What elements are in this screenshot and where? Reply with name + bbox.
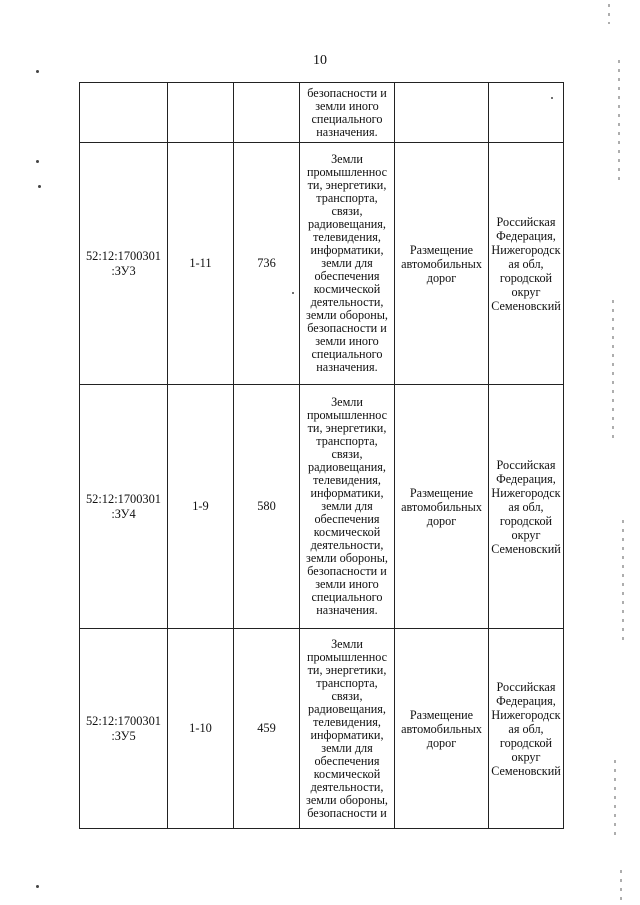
points-cell <box>168 385 234 629</box>
land-category-line: транспорта, <box>316 434 378 448</box>
cadastral-id-line: :ЗУ4 <box>111 506 136 521</box>
land-category-line: специального <box>311 111 383 126</box>
land-category-line: безопасности и <box>307 85 387 100</box>
land-category-line: информатики, <box>310 727 384 742</box>
permitted-use-line: автомобильных <box>401 499 482 514</box>
land-category-line: ти, энергетики, <box>307 662 387 677</box>
table-row <box>80 385 564 629</box>
land-category-line: Земли <box>331 152 363 166</box>
land-category-line: земли для <box>321 499 373 513</box>
land-category-line: безопасности и <box>307 564 387 578</box>
location-line: ая обл, <box>508 721 544 736</box>
location-line: Федерация, <box>496 693 556 708</box>
land-category-line: ти, энергетики, <box>307 421 387 435</box>
land-category-line: деятельности, <box>310 538 384 552</box>
land-category-line: деятельности, <box>310 295 384 309</box>
permitted-use-cell <box>395 385 489 629</box>
location-line: Семеновский <box>491 298 561 313</box>
land-category-line: назначения. <box>316 360 378 374</box>
cadastral-id-line: 52:12:1700301 <box>85 248 162 263</box>
permitted-use-line: Размещение <box>409 242 474 257</box>
location-cell <box>489 83 564 143</box>
location-line: городской <box>499 513 553 528</box>
cadastral-id-line: :ЗУ5 <box>111 728 136 743</box>
area-value: 459 <box>257 721 276 735</box>
area-cell <box>234 83 300 143</box>
scan-speck <box>292 292 294 294</box>
cadastral-id-cell <box>80 83 168 143</box>
location-line: Нижегородск <box>491 485 561 500</box>
points-value: 1-11 <box>189 256 212 270</box>
land-category-line: связи, <box>331 204 363 218</box>
area-cell <box>234 143 300 385</box>
location-line: Федерация, <box>496 471 556 486</box>
cadastral-id-line: 52:12:1700301 <box>85 491 162 506</box>
location-line: Российская <box>496 679 556 694</box>
location-line: Нижегородск <box>491 707 561 722</box>
land-category-line: назначения. <box>316 603 378 617</box>
land-category-line: обеспечения <box>314 269 380 283</box>
points-cell <box>168 83 234 143</box>
land-category-line: промышленнос <box>306 649 388 664</box>
land-category-line: связи, <box>331 447 363 461</box>
permitted-use-line: Размещение <box>409 707 474 722</box>
cadastral-id-line: 52:12:1700301 <box>85 713 162 728</box>
points-value: 1-9 <box>192 499 209 513</box>
land-category-line: телевидения, <box>313 714 381 729</box>
permitted-use-line: Размещение <box>409 485 474 500</box>
land-category-line: безопасности и <box>307 805 387 820</box>
location-line: городской <box>499 735 553 750</box>
location-cell <box>489 629 564 829</box>
scan-speck <box>551 97 553 99</box>
permitted-use-cell <box>395 143 489 385</box>
land-category-line: транспорта, <box>316 191 378 205</box>
cadastral-id-cell <box>80 385 168 629</box>
land-category-line: информатики, <box>310 486 384 500</box>
location-line: Семеновский <box>491 763 561 778</box>
land-category-line: радиовещания, <box>308 217 386 231</box>
land-category-line: земли иного <box>315 577 379 591</box>
location-line: округ <box>511 527 541 542</box>
scan-edge-marks <box>612 300 614 440</box>
land-category-line: земли обороны, <box>306 551 388 565</box>
location-line: Семеновский <box>491 541 561 556</box>
land-category-line: земли для <box>321 740 373 755</box>
land-category-line: обеспечения <box>314 512 380 526</box>
land-category-line: космической <box>313 282 381 296</box>
permitted-use-line: автомобильных <box>401 721 482 736</box>
location-cell <box>489 143 564 385</box>
location-line: ая обл, <box>508 499 544 514</box>
scan-edge-marks <box>614 760 616 840</box>
scan-speck <box>38 185 41 188</box>
land-category-line: земли иного <box>315 98 379 113</box>
land-category-line: радиовещания, <box>308 701 386 716</box>
scan-speck <box>36 70 39 73</box>
location-line: ая обл, <box>508 256 544 271</box>
land-category-line: космической <box>313 766 381 781</box>
land-category-cell <box>300 629 395 829</box>
points-cell <box>168 143 234 385</box>
permitted-use-line: автомобильных <box>401 256 482 271</box>
scan-edge-marks <box>608 4 610 24</box>
table-row <box>80 143 564 385</box>
location-line: округ <box>511 284 541 299</box>
land-category-line: специального <box>311 590 383 604</box>
land-category-line: Земли <box>331 636 363 651</box>
land-category-line: назначения. <box>316 124 378 139</box>
permitted-use-line: дорог <box>426 270 457 285</box>
land-category-line: обеспечения <box>314 753 380 768</box>
scan-speck <box>36 160 39 163</box>
scan-edge-marks <box>620 870 622 900</box>
permitted-use-line: дорог <box>426 513 457 528</box>
land-category-cell <box>300 385 395 629</box>
land-category-line: связи, <box>331 688 363 703</box>
points-value: 1-10 <box>189 721 212 735</box>
scan-edge-marks <box>618 60 620 180</box>
land-category-line: специального <box>311 347 383 361</box>
location-line: округ <box>511 749 541 764</box>
location-cell <box>489 385 564 629</box>
land-category-line: земли для <box>321 256 373 270</box>
land-category-cell <box>300 83 395 143</box>
table-row <box>80 83 564 143</box>
area-value: 736 <box>257 256 276 270</box>
area-value: 580 <box>257 499 276 513</box>
land-category-cell <box>300 143 395 385</box>
area-cell <box>234 629 300 829</box>
land-category-line: телевидения, <box>313 473 381 487</box>
land-category-line: транспорта, <box>316 675 378 690</box>
land-category-line: земли обороны, <box>306 792 388 807</box>
cadastral-id-cell <box>80 629 168 829</box>
land-category-line: промышленнос <box>306 165 388 179</box>
location-line: Нижегородск <box>491 242 561 257</box>
points-cell <box>168 629 234 829</box>
land-category-line: информатики, <box>310 243 384 257</box>
cadastral-id-cell <box>80 143 168 385</box>
scan-speck <box>36 885 39 888</box>
land-category-line: деятельности, <box>310 779 384 794</box>
land-category-line: промышленнос <box>306 408 388 422</box>
location-line: Российская <box>496 214 556 229</box>
land-category-line: земли обороны, <box>306 308 388 322</box>
land-category-line: космической <box>313 525 381 539</box>
location-line: Федерация, <box>496 228 556 243</box>
permitted-use-cell <box>395 83 489 143</box>
page-number: 10 <box>313 53 327 68</box>
area-cell <box>234 385 300 629</box>
cadastral-id-line: :ЗУ3 <box>111 263 136 278</box>
land-category-line: Земли <box>331 395 363 409</box>
table-row <box>80 629 564 829</box>
land-category-line: радиовещания, <box>308 460 386 474</box>
land-category-line: телевидения, <box>313 230 381 244</box>
land-category-line: безопасности и <box>307 321 387 335</box>
land-category-line: земли иного <box>315 334 379 348</box>
location-line: городской <box>499 270 553 285</box>
permitted-use-cell <box>395 629 489 829</box>
land-category-line: ти, энергетики, <box>307 178 387 192</box>
scan-edge-marks <box>622 520 624 640</box>
location-line: Российская <box>496 457 556 472</box>
land-plots-table <box>79 82 564 829</box>
permitted-use-line: дорог <box>426 735 457 750</box>
